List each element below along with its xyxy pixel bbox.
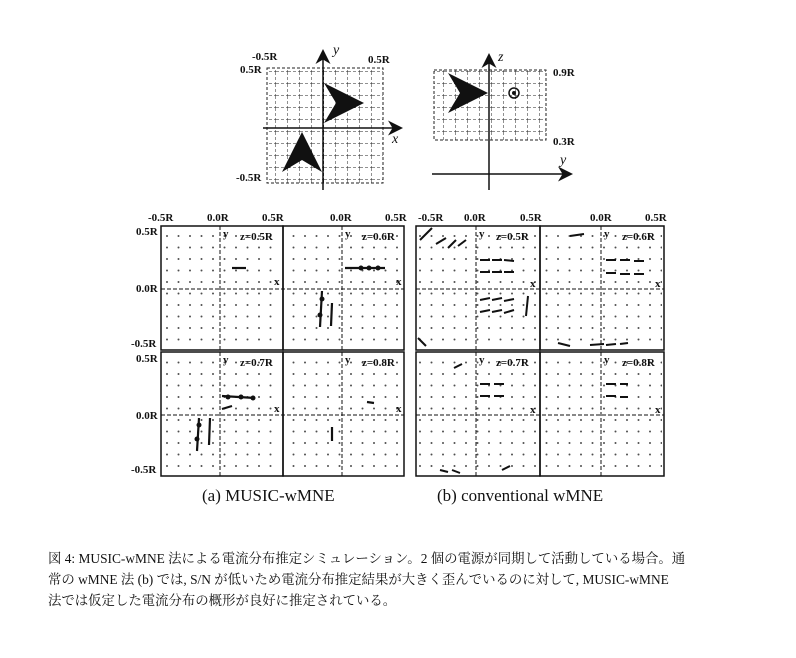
a-y-marker-4: y bbox=[345, 354, 351, 366]
xy-y-min-label: -0.5R bbox=[236, 172, 262, 184]
figure-caption bbox=[48, 548, 768, 611]
b-x-marker-2: x bbox=[655, 278, 661, 290]
xy-axis-x-label: x bbox=[392, 132, 399, 147]
a-top-label-5: 0.5R bbox=[385, 212, 407, 224]
a-top-label-4: 0.0R bbox=[330, 212, 352, 224]
a-x-marker-4: x bbox=[396, 403, 402, 415]
a-x-marker-3: x bbox=[274, 403, 280, 415]
b-top-label-3: 0.5R bbox=[520, 212, 542, 224]
yz-z-min-label: 0.3R bbox=[553, 136, 575, 148]
caption-line-2: 常の wMNE 法 (b) では, S/N が低いため電流分布推定結果が大きく歪んでいるのに対して, MUSIC-wMNE bbox=[48, 572, 669, 587]
b-top-label-1: -0.5R bbox=[418, 212, 444, 224]
b-y-marker-3: y bbox=[479, 354, 485, 366]
xy-y-max-label: 0.5R bbox=[240, 64, 262, 76]
b-top-label-5: 0.5R bbox=[645, 212, 667, 224]
yz-axis-y-label: y bbox=[560, 153, 567, 168]
b-top-label-4: 0.0R bbox=[590, 212, 612, 224]
b-y-marker-2: y bbox=[604, 228, 610, 240]
yz-z-max-label: 0.9R bbox=[553, 67, 575, 79]
left-label-5: 0.0R bbox=[136, 410, 158, 422]
a-top-label-3: 0.5R bbox=[262, 212, 284, 224]
left-label-6: -0.5R bbox=[131, 464, 157, 476]
b-x-marker-4: x bbox=[655, 404, 661, 416]
xy-x-max-label: 0.5R bbox=[368, 54, 390, 66]
b-x-marker-3: x bbox=[530, 404, 536, 416]
a-x-marker-2: x bbox=[396, 276, 402, 288]
a-z-label-4: z=0.8R bbox=[362, 357, 395, 369]
caption-line-3: 法では仮定した電流分布の概形が良好に推定されている。 bbox=[48, 593, 397, 608]
a-z-label-1: z=0.5R bbox=[240, 231, 273, 243]
a-z-label-3: z=0.7R bbox=[240, 357, 273, 369]
b-top-label-2: 0.0R bbox=[464, 212, 486, 224]
a-x-marker-1: x bbox=[274, 276, 280, 288]
xy-axis-y-label: y bbox=[333, 43, 340, 58]
b-z-label-1: z=0.5R bbox=[496, 231, 529, 243]
left-label-1: 0.5R bbox=[136, 226, 158, 238]
a-y-marker-2: y bbox=[345, 228, 351, 240]
a-top-label-2: 0.0R bbox=[207, 212, 229, 224]
xy-x-min-label: -0.5R bbox=[252, 51, 278, 63]
a-top-label-1: -0.5R bbox=[148, 212, 174, 224]
yz-axis-z-label: z bbox=[498, 50, 504, 65]
left-label-3: -0.5R bbox=[131, 338, 157, 350]
b-x-marker-1: x bbox=[530, 278, 536, 290]
subcaption-a: (a) MUSIC-wMNE bbox=[202, 486, 335, 505]
a-y-marker-1: y bbox=[223, 228, 229, 240]
b-y-marker-4: y bbox=[604, 354, 610, 366]
a-y-marker-3: y bbox=[223, 354, 229, 366]
b-z-label-2: z=0.6R bbox=[622, 231, 655, 243]
b-y-marker-1: y bbox=[479, 228, 485, 240]
left-label-4: 0.5R bbox=[136, 353, 158, 365]
a-z-label-2: z=0.6R bbox=[362, 231, 395, 243]
caption-line-1: 図 4: MUSIC-wMNE 法による電流分布推定シミュレーション。2 個の電源が同期して活動している場合。通 bbox=[48, 551, 686, 566]
b-z-label-4: z=0.8R bbox=[622, 357, 655, 369]
subcaption-b: (b) conventional wMNE bbox=[437, 486, 604, 505]
left-label-2: 0.0R bbox=[136, 283, 158, 295]
b-z-label-3: z=0.7R bbox=[496, 357, 529, 369]
